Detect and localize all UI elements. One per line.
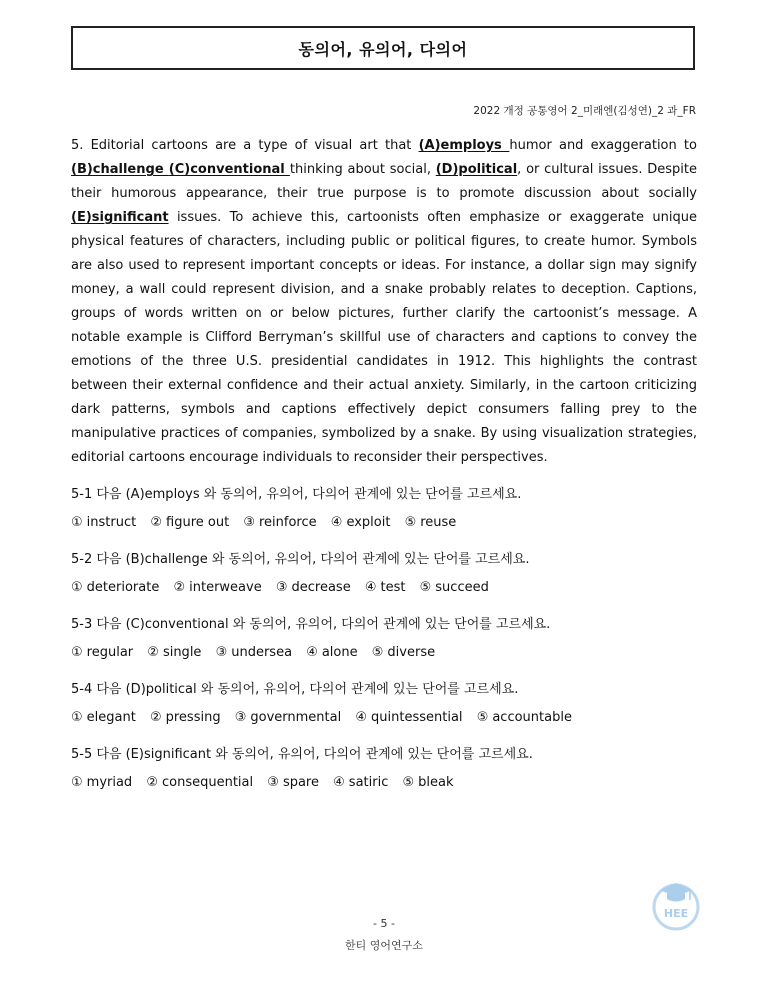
option-4[interactable] <box>333 773 388 793</box>
option-number: ③ <box>215 645 228 660</box>
page-title-box <box>71 26 695 70</box>
passage-text: humor and exaggeration to <box>509 138 697 153</box>
option-number: ④ <box>355 710 368 725</box>
option-word: instruct <box>86 515 137 530</box>
option-word: interweave <box>189 580 262 595</box>
options-row <box>71 708 711 728</box>
option-1[interactable] <box>71 773 132 793</box>
logo-text: HEE <box>663 907 689 920</box>
option-number: ⑤ <box>402 775 415 790</box>
passage-text: thinking about social, <box>289 162 436 177</box>
option-number: ⑤ <box>419 580 432 595</box>
option-number: ⑤ <box>371 645 384 660</box>
option-4[interactable] <box>331 513 391 533</box>
option-2[interactable] <box>173 578 261 598</box>
option-number: ④ <box>330 515 343 530</box>
option-3[interactable] <box>276 578 351 598</box>
options-row <box>71 773 711 793</box>
passage <box>71 134 697 470</box>
marked-word-c: (C)conventional <box>168 162 290 177</box>
option-word: myriad <box>86 775 133 790</box>
option-word: quintessential <box>371 710 463 725</box>
passage-text: issues. To achieve this, cartoonists often emphasize or exaggerate unique physical features of characters, including public or political figures, to create humor. Symbols are also used to represent important concepts or ideas. For instance, a dollar sign may signify money, a wall could represent division, and a snake probably relates to deception. Captions, groups of words written on or below pictures, further clarify the cartoonist’s message. A notable example is Clifford Berryman’s skillful use of characters and captions to convey the emotions of the three U.S. presidential candidates in 1912. This highlights the contrast between their external confidence and their actual anxiety. Similarly, in the cartoon criticizing dark patterns, symbols and captions effectively depict consumers falling prey to the manipulative practices of companies, symbolized by a snake. By using visualization strategies, editorial cartoons encourage individuals to reconsider their perspectives. <box>71 210 697 465</box>
option-number: ③ <box>267 775 279 790</box>
option-word: pressing <box>165 710 221 725</box>
question-5-3 <box>71 615 711 663</box>
option-number: ① <box>71 515 83 530</box>
option-number: ④ <box>306 645 318 660</box>
option-word: reinforce <box>258 515 317 530</box>
option-word: succeed <box>435 580 489 595</box>
option-number: ③ <box>243 515 255 530</box>
option-word: reuse <box>420 515 457 530</box>
options-row <box>71 513 711 533</box>
question-text: 5-1 다음 (A)employs 와 동의어, 유의어, 다의어 관계에 있는 단어를 고르세요. <box>71 487 522 502</box>
option-number: ⑤ <box>476 710 489 725</box>
option-5[interactable] <box>420 578 489 598</box>
option-word: consequential <box>162 775 254 790</box>
passage-text: , or cultural issues. Despite their humorous appearance, their true purpose is to promote discussion about socially <box>71 162 697 201</box>
question-text: 5-4 다음 (D)political 와 동의어, 유의어, 다의어 관계에 있는 단어를 고르세요. <box>71 682 519 697</box>
option-number: ② <box>146 775 158 790</box>
option-4[interactable] <box>306 643 357 663</box>
option-number: ④ <box>333 775 345 790</box>
option-word: regular <box>86 645 134 660</box>
marked-word-d: (D)political <box>435 162 518 177</box>
source-label: 2022 개정 공통영어 2_미래엔(김성연)_2 과_FR <box>473 105 696 117</box>
option-2[interactable] <box>150 513 229 533</box>
page-title: 동의어, 유의어, 다의어 <box>298 39 468 59</box>
question-5-2 <box>71 550 711 598</box>
option-5[interactable] <box>372 643 435 663</box>
option-2[interactable] <box>147 643 201 663</box>
option-number: ① <box>71 710 83 725</box>
option-1[interactable] <box>71 643 133 663</box>
option-number: ④ <box>364 580 377 595</box>
option-1[interactable] <box>71 513 136 533</box>
option-word: elegant <box>86 710 136 725</box>
option-3[interactable] <box>235 708 342 728</box>
option-3[interactable] <box>243 513 316 533</box>
option-number: ③ <box>275 580 288 595</box>
question-text: 5-3 다음 (C)conventional 와 동의어, 유의어, 다의어 관계에 있는 단어를 고르세요. <box>71 617 551 632</box>
option-5[interactable] <box>405 513 457 533</box>
option-number: ③ <box>234 710 247 725</box>
option-number: ② <box>150 515 163 530</box>
question-text: 5-2 다음 (B)challenge 와 동의어, 유의어, 다의어 관계에 있는 단어를 고르세요. <box>71 552 530 567</box>
option-number: ① <box>71 580 83 595</box>
question-5-5 <box>71 745 711 793</box>
question-5-1 <box>71 485 711 533</box>
option-number: ⑤ <box>404 515 417 530</box>
option-1[interactable] <box>71 578 159 598</box>
option-5[interactable] <box>403 773 454 793</box>
option-2[interactable] <box>150 708 221 728</box>
option-number: ② <box>173 580 186 595</box>
options-row <box>71 578 711 598</box>
option-word: deteriorate <box>86 580 160 595</box>
marked-word-e: (E)significant <box>71 210 169 225</box>
option-number: ② <box>147 645 159 660</box>
option-word: spare <box>282 775 319 790</box>
question-text: 5-5 다음 (E)significant 와 동의어, 유의어, 다의어 관계에 있는 단어를 고르세요. <box>71 747 533 762</box>
option-word: governmental <box>250 710 342 725</box>
page-number: - 5 - <box>373 917 395 930</box>
option-word: bleak <box>418 775 454 790</box>
option-5[interactable] <box>477 708 572 728</box>
option-word: figure out <box>166 515 230 530</box>
option-word: accountable <box>492 710 572 725</box>
option-number: ① <box>71 775 83 790</box>
footer-org: 한티 영어연구소 <box>345 939 423 952</box>
passage-text: 5. Editorial cartoons are a type of visual art that <box>71 138 419 153</box>
option-word: exploit <box>346 515 391 530</box>
option-4[interactable] <box>365 578 406 598</box>
option-number: ② <box>149 710 162 725</box>
option-4[interactable] <box>355 708 462 728</box>
option-word: alone <box>321 645 358 660</box>
marked-word-a: (A)employs <box>418 138 510 153</box>
marked-word-b: (B)challenge <box>71 162 169 177</box>
question-5-4 <box>71 680 711 728</box>
option-word: satiric <box>348 775 389 790</box>
options-row <box>71 643 711 663</box>
option-3[interactable] <box>267 773 319 793</box>
option-1[interactable] <box>71 708 136 728</box>
option-word: undersea <box>231 645 293 660</box>
option-number: ① <box>71 645 83 660</box>
option-word: diverse <box>387 645 436 660</box>
option-word: decrease <box>291 580 351 595</box>
option-word: test <box>380 580 406 595</box>
option-3[interactable] <box>216 643 292 663</box>
option-2[interactable] <box>146 773 253 793</box>
option-word: single <box>162 645 202 660</box>
